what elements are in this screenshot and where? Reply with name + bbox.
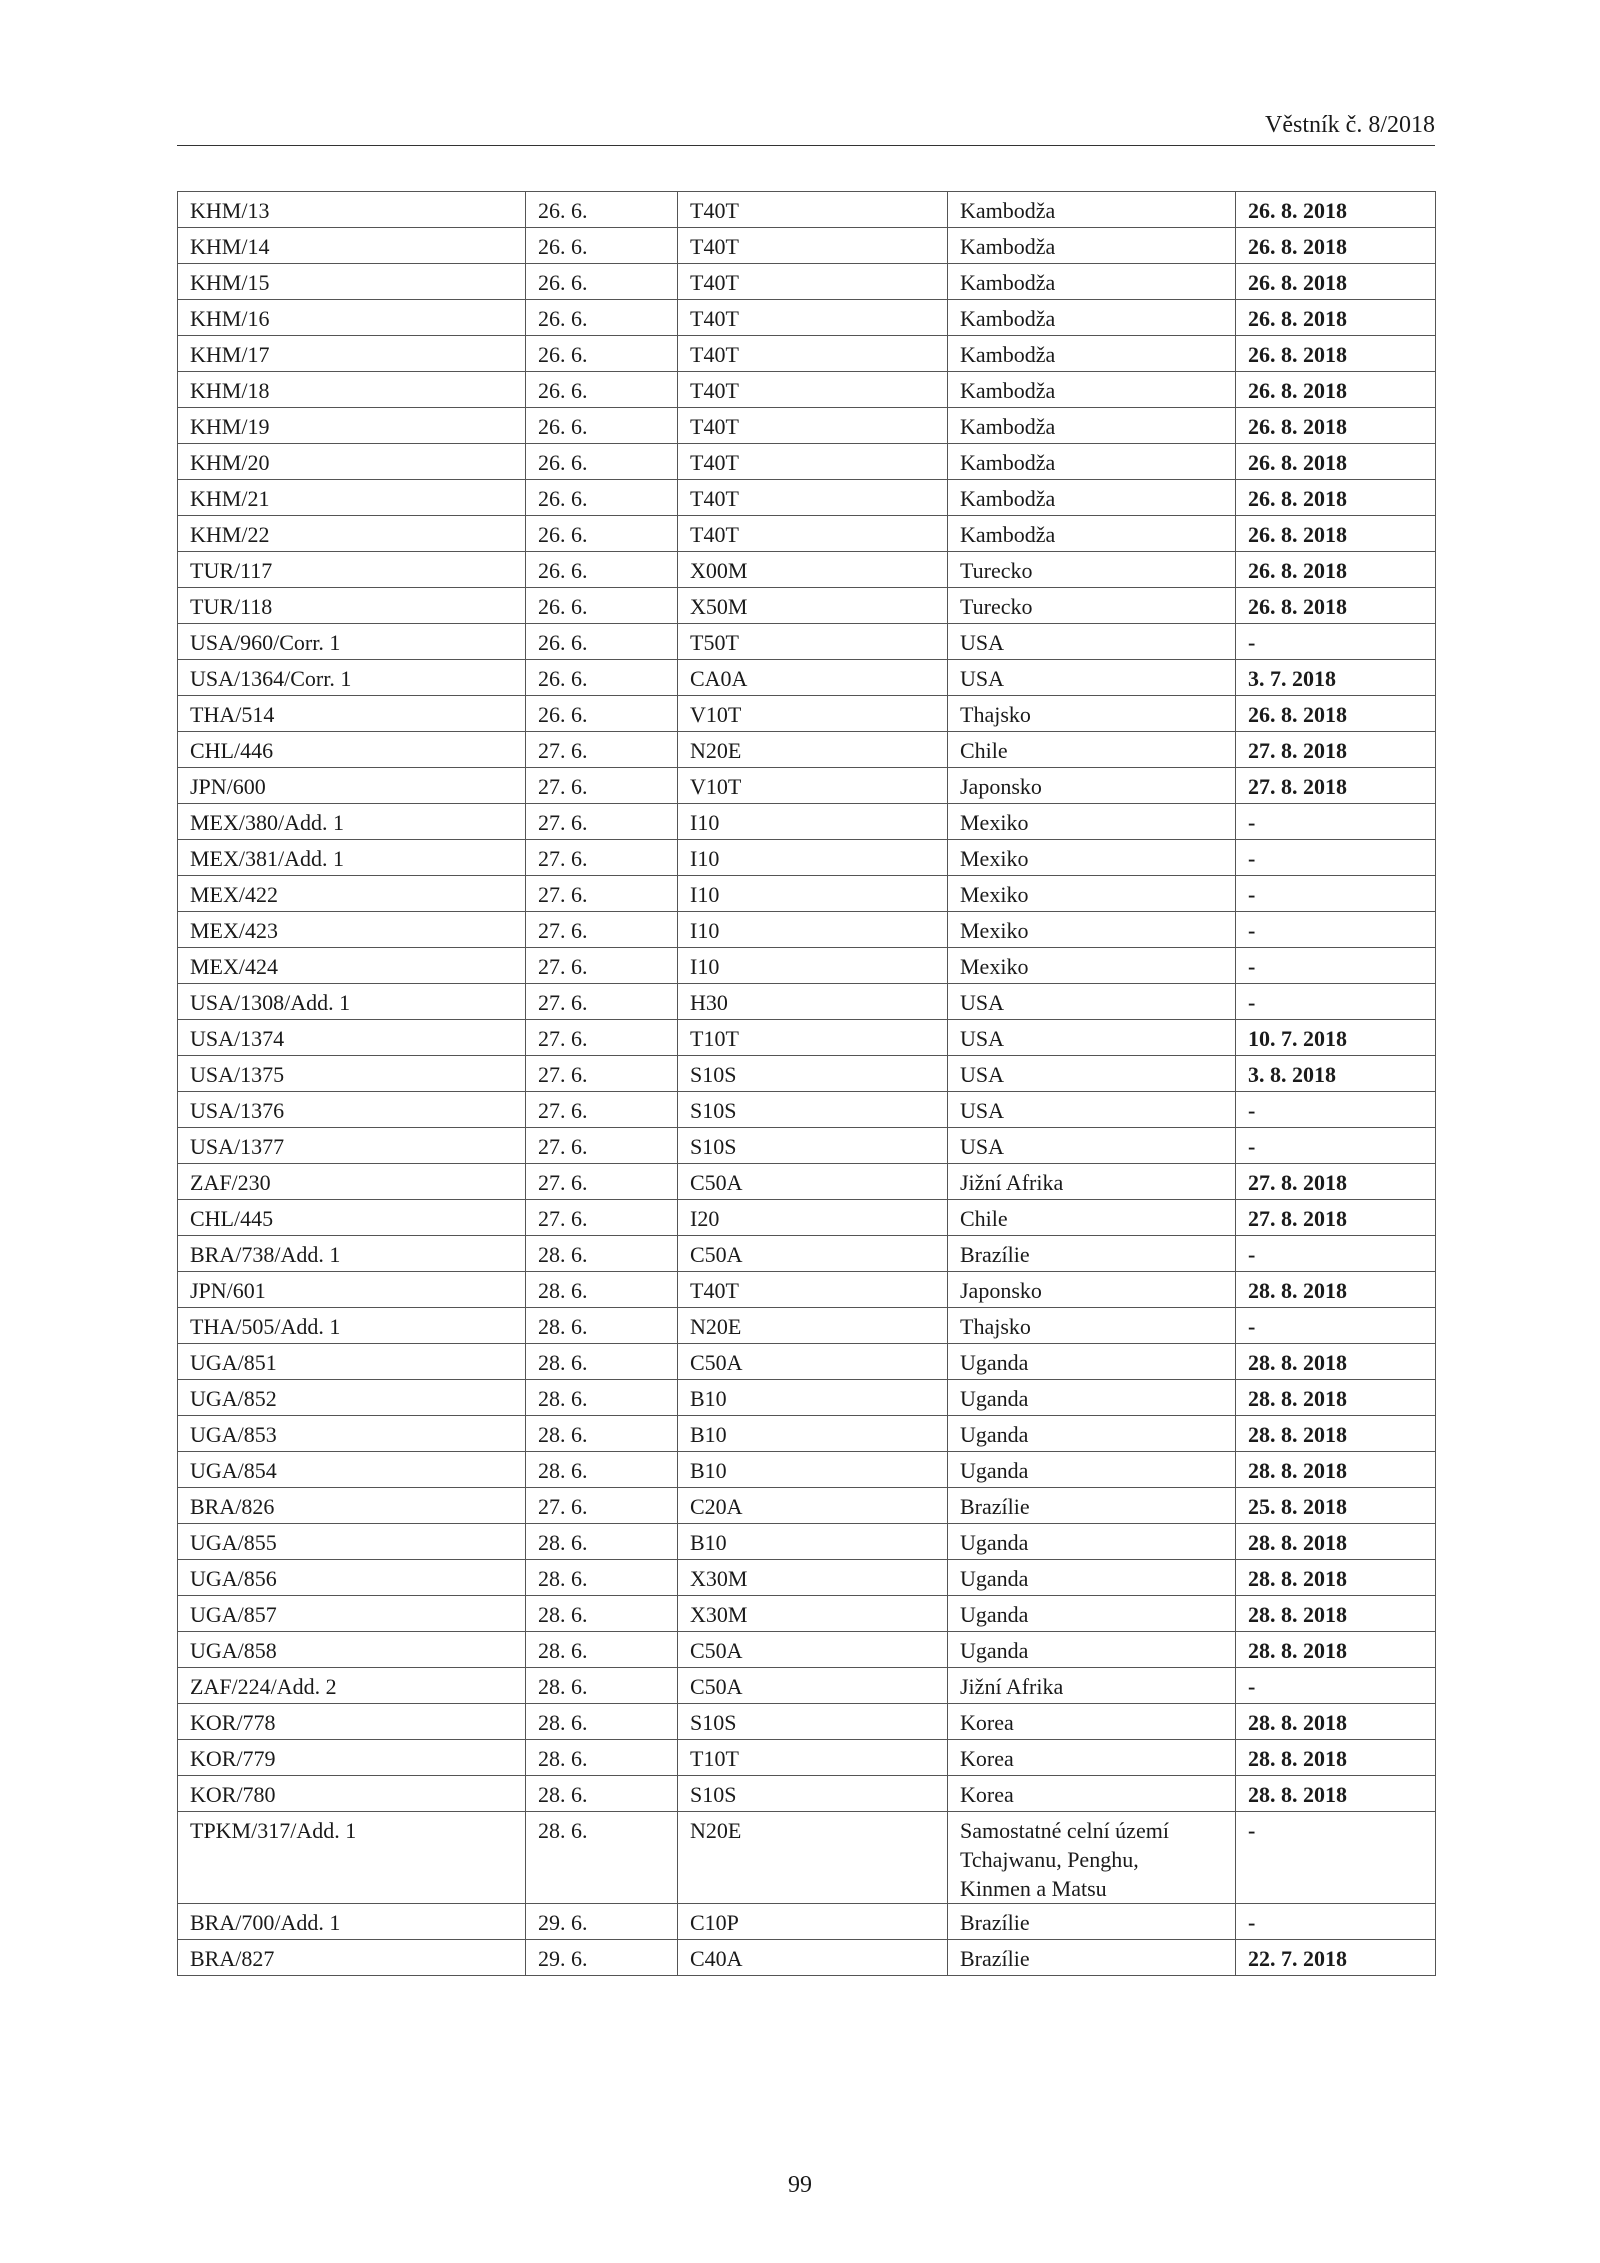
table-row bbox=[178, 1668, 1436, 1704]
cell-deadline: - bbox=[1236, 1904, 1436, 1940]
table-row bbox=[178, 588, 1436, 624]
bulletin-title: Věstník č. 8/2018 bbox=[1265, 112, 1435, 138]
cell-country: USA bbox=[948, 1020, 1236, 1056]
cell-date: 29. 6. bbox=[526, 1940, 678, 1976]
cell-date: 26. 6. bbox=[526, 624, 678, 660]
cell-category: T40T bbox=[678, 264, 948, 300]
cell-category: I10 bbox=[678, 804, 948, 840]
cell-date: 27. 6. bbox=[526, 1056, 678, 1092]
cell-country: Brazílie bbox=[948, 1236, 1236, 1272]
cell-category: T40T bbox=[678, 192, 948, 228]
cell-country: Kambodža bbox=[948, 408, 1236, 444]
cell-country: Thajsko bbox=[948, 1308, 1236, 1344]
cell-code: BRA/827 bbox=[178, 1940, 526, 1976]
cell-code: BRA/738/Add. 1 bbox=[178, 1236, 526, 1272]
cell-country: Uganda bbox=[948, 1344, 1236, 1380]
cell-code: MEX/422 bbox=[178, 876, 526, 912]
cell-date: 26. 6. bbox=[526, 264, 678, 300]
cell-date: 27. 6. bbox=[526, 1200, 678, 1236]
table-row bbox=[178, 1632, 1436, 1668]
cell-country: Brazílie bbox=[948, 1904, 1236, 1940]
cell-deadline: - bbox=[1236, 1308, 1436, 1344]
cell-country: Japonsko bbox=[948, 768, 1236, 804]
cell-category: H30 bbox=[678, 984, 948, 1020]
cell-country: Turecko bbox=[948, 588, 1236, 624]
cell-code: THA/505/Add. 1 bbox=[178, 1308, 526, 1344]
cell-date: 26. 6. bbox=[526, 336, 678, 372]
table-row bbox=[178, 840, 1436, 876]
table-row bbox=[178, 1308, 1436, 1344]
cell-category: T40T bbox=[678, 336, 948, 372]
cell-code: BRA/826 bbox=[178, 1488, 526, 1524]
cell-date: 28. 6. bbox=[526, 1776, 678, 1812]
cell-category: T40T bbox=[678, 1272, 948, 1308]
cell-code: KHM/19 bbox=[178, 408, 526, 444]
table-row bbox=[178, 768, 1436, 804]
cell-date: 28. 6. bbox=[526, 1668, 678, 1704]
cell-date: 26. 6. bbox=[526, 408, 678, 444]
cell-deadline: 26. 8. 2018 bbox=[1236, 588, 1436, 624]
notification-table bbox=[177, 191, 1436, 1976]
cell-country: Mexiko bbox=[948, 912, 1236, 948]
cell-code: JPN/601 bbox=[178, 1272, 526, 1308]
cell-deadline: 28. 8. 2018 bbox=[1236, 1416, 1436, 1452]
cell-category: N20E bbox=[678, 1308, 948, 1344]
cell-deadline: - bbox=[1236, 1128, 1436, 1164]
cell-date: 28. 6. bbox=[526, 1344, 678, 1380]
cell-date: 28. 6. bbox=[526, 1632, 678, 1668]
cell-date: 26. 6. bbox=[526, 516, 678, 552]
cell-date: 27. 6. bbox=[526, 1092, 678, 1128]
cell-country: Brazílie bbox=[948, 1488, 1236, 1524]
cell-country: Turecko bbox=[948, 552, 1236, 588]
cell-code: MEX/380/Add. 1 bbox=[178, 804, 526, 840]
cell-deadline: 26. 8. 2018 bbox=[1236, 264, 1436, 300]
cell-code: KHM/14 bbox=[178, 228, 526, 264]
table-row bbox=[178, 480, 1436, 516]
cell-deadline: - bbox=[1236, 1236, 1436, 1272]
cell-date: 28. 6. bbox=[526, 1380, 678, 1416]
cell-date: 26. 6. bbox=[526, 588, 678, 624]
cell-date: 26. 6. bbox=[526, 228, 678, 264]
cell-category: T40T bbox=[678, 372, 948, 408]
cell-category: I10 bbox=[678, 948, 948, 984]
cell-country: Mexiko bbox=[948, 948, 1236, 984]
cell-date: 27. 6. bbox=[526, 768, 678, 804]
cell-code: USA/1377 bbox=[178, 1128, 526, 1164]
cell-deadline: 26. 8. 2018 bbox=[1236, 408, 1436, 444]
cell-country: Korea bbox=[948, 1776, 1236, 1812]
cell-code: MEX/423 bbox=[178, 912, 526, 948]
cell-country: Brazílie bbox=[948, 1940, 1236, 1976]
cell-code: KHM/22 bbox=[178, 516, 526, 552]
table-row bbox=[178, 264, 1436, 300]
table-row bbox=[178, 516, 1436, 552]
cell-code: CHL/446 bbox=[178, 732, 526, 768]
table-row bbox=[178, 1560, 1436, 1596]
table-body bbox=[178, 192, 1436, 1976]
cell-date: 26. 6. bbox=[526, 552, 678, 588]
cell-deadline: - bbox=[1236, 876, 1436, 912]
cell-date: 26. 6. bbox=[526, 480, 678, 516]
cell-date: 26. 6. bbox=[526, 696, 678, 732]
table-row bbox=[178, 1776, 1436, 1812]
table-row bbox=[178, 1740, 1436, 1776]
table-row bbox=[178, 1488, 1436, 1524]
cell-country: Chile bbox=[948, 1200, 1236, 1236]
table-row bbox=[178, 336, 1436, 372]
table-row bbox=[178, 552, 1436, 588]
cell-category: B10 bbox=[678, 1524, 948, 1560]
cell-deadline: 28. 8. 2018 bbox=[1236, 1632, 1436, 1668]
cell-country: USA bbox=[948, 1128, 1236, 1164]
table-row bbox=[178, 948, 1436, 984]
cell-deadline: 26. 8. 2018 bbox=[1236, 480, 1436, 516]
cell-category: T40T bbox=[678, 516, 948, 552]
cell-code: UGA/856 bbox=[178, 1560, 526, 1596]
cell-code: KOR/778 bbox=[178, 1704, 526, 1740]
table-row bbox=[178, 1812, 1436, 1904]
cell-deadline: 22. 7. 2018 bbox=[1236, 1940, 1436, 1976]
cell-deadline: 28. 8. 2018 bbox=[1236, 1560, 1436, 1596]
table-row bbox=[178, 192, 1436, 228]
cell-category: CA0A bbox=[678, 660, 948, 696]
cell-country: Uganda bbox=[948, 1416, 1236, 1452]
cell-deadline: 28. 8. 2018 bbox=[1236, 1740, 1436, 1776]
cell-country: USA bbox=[948, 1092, 1236, 1128]
cell-category: C50A bbox=[678, 1236, 948, 1272]
cell-date: 26. 6. bbox=[526, 660, 678, 696]
cell-code: KHM/18 bbox=[178, 372, 526, 408]
cell-category: S10S bbox=[678, 1128, 948, 1164]
cell-category: T40T bbox=[678, 300, 948, 336]
cell-code: TUR/117 bbox=[178, 552, 526, 588]
cell-date: 27. 6. bbox=[526, 1488, 678, 1524]
cell-date: 28. 6. bbox=[526, 1560, 678, 1596]
cell-category: X50M bbox=[678, 588, 948, 624]
cell-category: V10T bbox=[678, 768, 948, 804]
table-row bbox=[178, 1380, 1436, 1416]
cell-country: Mexiko bbox=[948, 876, 1236, 912]
cell-deadline: 27. 8. 2018 bbox=[1236, 768, 1436, 804]
cell-category: X30M bbox=[678, 1560, 948, 1596]
cell-code: USA/1374 bbox=[178, 1020, 526, 1056]
cell-code: KOR/780 bbox=[178, 1776, 526, 1812]
cell-country: Korea bbox=[948, 1740, 1236, 1776]
cell-code: UGA/854 bbox=[178, 1452, 526, 1488]
cell-date: 27. 6. bbox=[526, 948, 678, 984]
cell-country: USA bbox=[948, 660, 1236, 696]
cell-category: N20E bbox=[678, 732, 948, 768]
cell-code: KHM/15 bbox=[178, 264, 526, 300]
cell-country: Kambodža bbox=[948, 192, 1236, 228]
cell-deadline: 3. 8. 2018 bbox=[1236, 1056, 1436, 1092]
cell-deadline: 28. 8. 2018 bbox=[1236, 1524, 1436, 1560]
table-row bbox=[178, 660, 1436, 696]
table-row bbox=[178, 1164, 1436, 1200]
cell-code: MEX/424 bbox=[178, 948, 526, 984]
cell-category: C20A bbox=[678, 1488, 948, 1524]
cell-code: CHL/445 bbox=[178, 1200, 526, 1236]
cell-code: UGA/853 bbox=[178, 1416, 526, 1452]
cell-category: S10S bbox=[678, 1092, 948, 1128]
cell-category: B10 bbox=[678, 1452, 948, 1488]
cell-category: S10S bbox=[678, 1776, 948, 1812]
cell-deadline: 28. 8. 2018 bbox=[1236, 1344, 1436, 1380]
cell-category: T40T bbox=[678, 228, 948, 264]
cell-deadline: - bbox=[1236, 912, 1436, 948]
cell-country: Uganda bbox=[948, 1596, 1236, 1632]
cell-category: C40A bbox=[678, 1940, 948, 1976]
cell-deadline: 28. 8. 2018 bbox=[1236, 1596, 1436, 1632]
cell-country: USA bbox=[948, 624, 1236, 660]
cell-deadline: - bbox=[1236, 1092, 1436, 1128]
cell-category: I20 bbox=[678, 1200, 948, 1236]
cell-category: X00M bbox=[678, 552, 948, 588]
cell-category: I10 bbox=[678, 840, 948, 876]
table-row bbox=[178, 1200, 1436, 1236]
cell-date: 28. 6. bbox=[526, 1740, 678, 1776]
cell-deadline: 26. 8. 2018 bbox=[1236, 444, 1436, 480]
cell-date: 28. 6. bbox=[526, 1272, 678, 1308]
cell-code: ZAF/224/Add. 2 bbox=[178, 1668, 526, 1704]
cell-deadline: - bbox=[1236, 804, 1436, 840]
cell-date: 28. 6. bbox=[526, 1704, 678, 1740]
table-row bbox=[178, 1596, 1436, 1632]
cell-country: USA bbox=[948, 984, 1236, 1020]
table-row bbox=[178, 984, 1436, 1020]
page-number: 99 bbox=[788, 2172, 812, 2198]
cell-code: USA/1375 bbox=[178, 1056, 526, 1092]
cell-deadline: 26. 8. 2018 bbox=[1236, 300, 1436, 336]
cell-category: I10 bbox=[678, 912, 948, 948]
cell-deadline: - bbox=[1236, 984, 1436, 1020]
cell-date: 27. 6. bbox=[526, 840, 678, 876]
cell-code: ZAF/230 bbox=[178, 1164, 526, 1200]
cell-country: Uganda bbox=[948, 1524, 1236, 1560]
table-row bbox=[178, 1056, 1436, 1092]
cell-country: Kambodža bbox=[948, 336, 1236, 372]
cell-code: TPKM/317/Add. 1 bbox=[178, 1812, 526, 1904]
cell-category: T40T bbox=[678, 408, 948, 444]
cell-country: USA bbox=[948, 1056, 1236, 1092]
cell-code: KHM/21 bbox=[178, 480, 526, 516]
cell-country: Samostatné celní území Tchajwanu, Penghu, Kinmen a Matsu bbox=[948, 1812, 1236, 1904]
table-row bbox=[178, 228, 1436, 264]
cell-date: 27. 6. bbox=[526, 732, 678, 768]
cell-country: Jižní Afrika bbox=[948, 1668, 1236, 1704]
cell-code: THA/514 bbox=[178, 696, 526, 732]
cell-category: B10 bbox=[678, 1416, 948, 1452]
table-row bbox=[178, 1940, 1436, 1976]
cell-country: Chile bbox=[948, 732, 1236, 768]
cell-country: Kambodža bbox=[948, 480, 1236, 516]
cell-category: X30M bbox=[678, 1596, 948, 1632]
cell-country: Jižní Afrika bbox=[948, 1164, 1236, 1200]
cell-date: 28. 6. bbox=[526, 1596, 678, 1632]
cell-deadline: - bbox=[1236, 1668, 1436, 1704]
cell-date: 27. 6. bbox=[526, 984, 678, 1020]
cell-code: KOR/779 bbox=[178, 1740, 526, 1776]
cell-deadline: - bbox=[1236, 624, 1436, 660]
cell-code: USA/1376 bbox=[178, 1092, 526, 1128]
cell-category: B10 bbox=[678, 1380, 948, 1416]
cell-country: Kambodža bbox=[948, 372, 1236, 408]
cell-category: C10P bbox=[678, 1904, 948, 1940]
table-row bbox=[178, 912, 1436, 948]
cell-country: Uganda bbox=[948, 1380, 1236, 1416]
cell-date: 26. 6. bbox=[526, 444, 678, 480]
cell-code: BRA/700/Add. 1 bbox=[178, 1904, 526, 1940]
page-header bbox=[177, 110, 1435, 146]
table-row bbox=[178, 1704, 1436, 1740]
table-row bbox=[178, 1236, 1436, 1272]
cell-country: Kambodža bbox=[948, 264, 1236, 300]
table-row bbox=[178, 624, 1436, 660]
table-row bbox=[178, 372, 1436, 408]
cell-code: UGA/857 bbox=[178, 1596, 526, 1632]
cell-date: 28. 6. bbox=[526, 1452, 678, 1488]
cell-date: 28. 6. bbox=[526, 1524, 678, 1560]
cell-category: S10S bbox=[678, 1704, 948, 1740]
cell-country: Mexiko bbox=[948, 804, 1236, 840]
cell-category: T50T bbox=[678, 624, 948, 660]
cell-code: UGA/851 bbox=[178, 1344, 526, 1380]
cell-code: TUR/118 bbox=[178, 588, 526, 624]
table-row bbox=[178, 1344, 1436, 1380]
cell-code: MEX/381/Add. 1 bbox=[178, 840, 526, 876]
cell-deadline: 3. 7. 2018 bbox=[1236, 660, 1436, 696]
cell-deadline: 25. 8. 2018 bbox=[1236, 1488, 1436, 1524]
table-row bbox=[178, 1904, 1436, 1940]
table-row bbox=[178, 1272, 1436, 1308]
cell-date: 27. 6. bbox=[526, 912, 678, 948]
cell-date: 27. 6. bbox=[526, 1128, 678, 1164]
cell-date: 28. 6. bbox=[526, 1308, 678, 1344]
cell-category: N20E bbox=[678, 1812, 948, 1904]
cell-deadline: - bbox=[1236, 948, 1436, 984]
cell-deadline: 28. 8. 2018 bbox=[1236, 1272, 1436, 1308]
cell-code: UGA/855 bbox=[178, 1524, 526, 1560]
cell-category: C50A bbox=[678, 1668, 948, 1704]
cell-deadline: 27. 8. 2018 bbox=[1236, 1164, 1436, 1200]
cell-date: 26. 6. bbox=[526, 300, 678, 336]
table-row bbox=[178, 1452, 1436, 1488]
cell-deadline: 26. 8. 2018 bbox=[1236, 372, 1436, 408]
cell-country: Mexiko bbox=[948, 840, 1236, 876]
table-row bbox=[178, 1524, 1436, 1560]
cell-country: Kambodža bbox=[948, 228, 1236, 264]
cell-code: KHM/16 bbox=[178, 300, 526, 336]
cell-country: Korea bbox=[948, 1704, 1236, 1740]
cell-date: 29. 6. bbox=[526, 1904, 678, 1940]
cell-category: T10T bbox=[678, 1020, 948, 1056]
cell-deadline: 26. 8. 2018 bbox=[1236, 552, 1436, 588]
cell-deadline: 28. 8. 2018 bbox=[1236, 1776, 1436, 1812]
cell-category: C50A bbox=[678, 1344, 948, 1380]
cell-deadline: 26. 8. 2018 bbox=[1236, 192, 1436, 228]
table-row bbox=[178, 1020, 1436, 1056]
cell-category: C50A bbox=[678, 1164, 948, 1200]
cell-country: Japonsko bbox=[948, 1272, 1236, 1308]
cell-deadline: 28. 8. 2018 bbox=[1236, 1452, 1436, 1488]
cell-date: 28. 6. bbox=[526, 1416, 678, 1452]
cell-deadline: - bbox=[1236, 1812, 1436, 1904]
cell-code: KHM/13 bbox=[178, 192, 526, 228]
cell-deadline: 28. 8. 2018 bbox=[1236, 1704, 1436, 1740]
cell-deadline: 26. 8. 2018 bbox=[1236, 516, 1436, 552]
cell-code: KHM/17 bbox=[178, 336, 526, 372]
cell-code: USA/1308/Add. 1 bbox=[178, 984, 526, 1020]
cell-code: UGA/852 bbox=[178, 1380, 526, 1416]
cell-date: 27. 6. bbox=[526, 1164, 678, 1200]
cell-deadline: 26. 8. 2018 bbox=[1236, 696, 1436, 732]
cell-code: JPN/600 bbox=[178, 768, 526, 804]
table-row bbox=[178, 732, 1436, 768]
table-row bbox=[178, 300, 1436, 336]
table-row bbox=[178, 444, 1436, 480]
cell-country: Uganda bbox=[948, 1452, 1236, 1488]
table-row bbox=[178, 1128, 1436, 1164]
cell-code: KHM/20 bbox=[178, 444, 526, 480]
cell-deadline: 27. 8. 2018 bbox=[1236, 1200, 1436, 1236]
cell-code: UGA/858 bbox=[178, 1632, 526, 1668]
table-row bbox=[178, 1416, 1436, 1452]
cell-category: I10 bbox=[678, 876, 948, 912]
cell-code: USA/1364/Corr. 1 bbox=[178, 660, 526, 696]
cell-deadline: - bbox=[1236, 840, 1436, 876]
table-row bbox=[178, 876, 1436, 912]
cell-deadline: 28. 8. 2018 bbox=[1236, 1380, 1436, 1416]
cell-date: 26. 6. bbox=[526, 372, 678, 408]
cell-category: S10S bbox=[678, 1056, 948, 1092]
cell-code: USA/960/Corr. 1 bbox=[178, 624, 526, 660]
cell-category: V10T bbox=[678, 696, 948, 732]
table-row bbox=[178, 804, 1436, 840]
cell-date: 26. 6. bbox=[526, 192, 678, 228]
cell-deadline: 27. 8. 2018 bbox=[1236, 732, 1436, 768]
cell-country: Kambodža bbox=[948, 516, 1236, 552]
cell-country: Kambodža bbox=[948, 444, 1236, 480]
cell-country: Uganda bbox=[948, 1632, 1236, 1668]
table-row bbox=[178, 1092, 1436, 1128]
table-row bbox=[178, 408, 1436, 444]
cell-country: Uganda bbox=[948, 1560, 1236, 1596]
cell-country: Kambodža bbox=[948, 300, 1236, 336]
cell-category: C50A bbox=[678, 1632, 948, 1668]
table-row bbox=[178, 696, 1436, 732]
cell-category: T40T bbox=[678, 480, 948, 516]
cell-deadline: 10. 7. 2018 bbox=[1236, 1020, 1436, 1056]
cell-deadline: 26. 8. 2018 bbox=[1236, 228, 1436, 264]
cell-date: 28. 6. bbox=[526, 1236, 678, 1272]
cell-date: 27. 6. bbox=[526, 876, 678, 912]
cell-category: T10T bbox=[678, 1740, 948, 1776]
cell-country: Thajsko bbox=[948, 696, 1236, 732]
cell-date: 27. 6. bbox=[526, 1020, 678, 1056]
cell-date: 28. 6. bbox=[526, 1812, 678, 1904]
cell-category: T40T bbox=[678, 444, 948, 480]
cell-date: 27. 6. bbox=[526, 804, 678, 840]
cell-deadline: 26. 8. 2018 bbox=[1236, 336, 1436, 372]
